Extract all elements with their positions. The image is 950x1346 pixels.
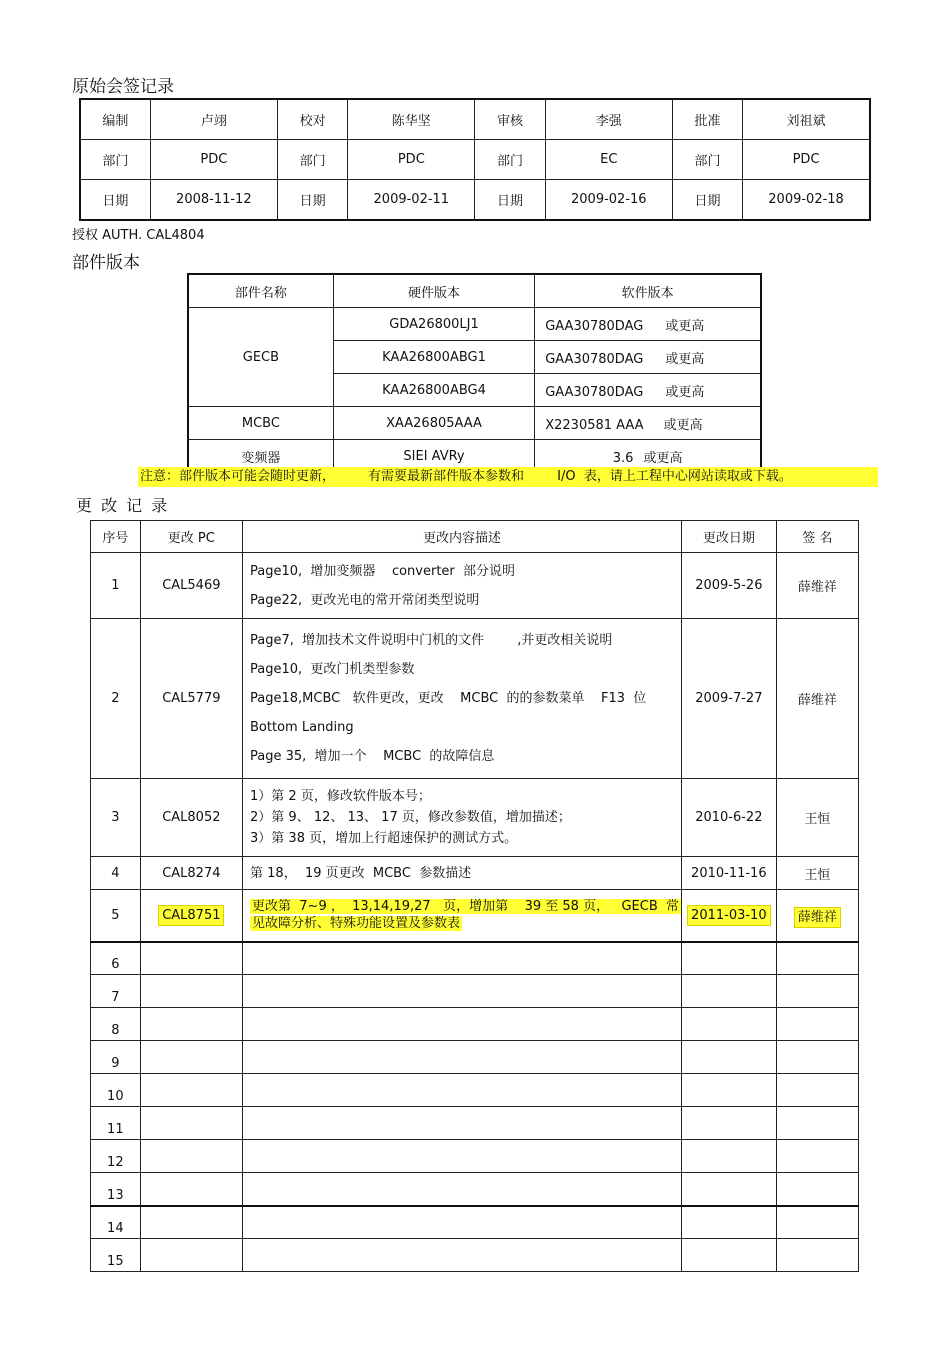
change-no: 13 bbox=[91, 1173, 141, 1206]
change-pc bbox=[140, 857, 242, 890]
change-date bbox=[682, 857, 777, 890]
signoff-label: 日期 bbox=[277, 180, 347, 221]
change-cell-empty bbox=[243, 975, 682, 1008]
change-cell-empty bbox=[776, 1140, 858, 1173]
change-cell-empty bbox=[243, 1074, 682, 1107]
change-no: 5 bbox=[91, 890, 141, 942]
signoff-label: 部门 bbox=[277, 140, 347, 180]
change-desc bbox=[243, 779, 682, 857]
change-no: 12 bbox=[91, 1140, 141, 1173]
change-pc-text: CAL8751 bbox=[158, 905, 224, 926]
change-no: 1 bbox=[91, 553, 141, 619]
change-desc-line: Page22, 更改光电的常开常闭类型说明 bbox=[250, 592, 480, 608]
change-sign bbox=[776, 553, 858, 619]
change-no: 4 bbox=[91, 857, 141, 890]
change-sign-text: 薛维祥 bbox=[794, 907, 841, 928]
change-cell-empty bbox=[243, 1173, 682, 1206]
change-pc-text: CAL5779 bbox=[162, 691, 221, 706]
change-cell-empty bbox=[776, 1173, 858, 1206]
change-desc bbox=[243, 619, 682, 779]
change-row-empty bbox=[91, 975, 859, 1008]
change-date-text: 2010-11-16 bbox=[691, 865, 767, 881]
change-sign-text: 薛维祥 bbox=[797, 580, 837, 595]
change-row-empty bbox=[91, 942, 859, 975]
change-no: 10 bbox=[91, 1074, 141, 1107]
signoff-label: 部门 bbox=[672, 140, 742, 180]
chg-header: 签 名 bbox=[776, 521, 858, 553]
ver-part-name: MCBC bbox=[188, 407, 333, 440]
change-cell-empty bbox=[140, 1173, 242, 1206]
change-sign bbox=[776, 619, 858, 779]
signoff-title: 原始会签记录 bbox=[72, 77, 174, 97]
change-pc-text: CAL8052 bbox=[162, 810, 221, 825]
change-date bbox=[682, 890, 777, 942]
change-row-empty bbox=[91, 1140, 859, 1173]
change-date-text: 2011-03-10 bbox=[687, 905, 771, 926]
signoff-label: 日期 bbox=[475, 180, 545, 221]
ver-hw: KAA26800ABG1 bbox=[333, 341, 534, 374]
change-row-empty bbox=[91, 1041, 859, 1074]
chg-header: 序号 bbox=[91, 521, 141, 553]
change-sign-text: 王恒 bbox=[804, 812, 831, 827]
change-row bbox=[91, 779, 859, 857]
change-desc bbox=[243, 890, 682, 942]
ver-hw: SIEI AVRy bbox=[333, 440, 534, 474]
chg-header: 更改内容描述 bbox=[243, 521, 682, 553]
change-cell-empty bbox=[140, 1206, 242, 1239]
change-no: 11 bbox=[91, 1107, 141, 1140]
change-desc-line: 2）第 9、 12、 13、 17 页，修改参数值，增加描述； bbox=[250, 810, 571, 825]
change-cell-empty bbox=[682, 1239, 777, 1272]
change-cell-empty bbox=[682, 1074, 777, 1107]
ver-hw: GDA26800LJ1 bbox=[333, 308, 534, 341]
change-desc-line: Page 35, 增加一个 MCBC 的故障信息 bbox=[250, 749, 495, 764]
change-desc-line: Bottom Landing bbox=[250, 720, 354, 735]
change-desc-line: 第 18， 19 页更改 MCBC 参数描述 bbox=[250, 865, 472, 881]
change-cell-empty bbox=[140, 1074, 242, 1107]
ver-part-name: 变频器 bbox=[188, 440, 333, 474]
change-desc-line: 3）第 38 页，增加上行超速保护的测试方式。 bbox=[250, 831, 518, 846]
signoff-value: PDC bbox=[348, 140, 475, 180]
change-desc-line: 1）第 2 页，修改软件版本号； bbox=[250, 789, 431, 804]
versions-title: 部件版本 bbox=[72, 253, 140, 273]
change-cell-empty bbox=[682, 1107, 777, 1140]
auth-line: 授权 AUTH. CAL4804 bbox=[72, 228, 205, 243]
change-desc-line: Page18,MCBC 软件更改，更改 MCBC 的的参数菜单 F13 位 bbox=[250, 691, 647, 706]
signoff-label: 批准 bbox=[672, 99, 742, 140]
change-row-empty bbox=[91, 1107, 859, 1140]
ver-sw: GAA30780DAG 或更高 bbox=[535, 308, 761, 341]
signoff-value: 2009-02-11 bbox=[348, 180, 475, 221]
signoff-value: 陈华坚 bbox=[348, 99, 475, 140]
change-cell-empty bbox=[682, 1140, 777, 1173]
change-row bbox=[91, 890, 859, 942]
ver-hw: XAA26805AAA bbox=[333, 407, 534, 440]
ver-sw: 3.6 或更高 bbox=[535, 440, 761, 474]
change-no: 3 bbox=[91, 779, 141, 857]
version-note: 注意：部件版本可能会随时更新， 有需要最新部件版本参数和 I/O 表，请上工程中心网站读取或下载。 bbox=[138, 467, 878, 487]
change-no: 6 bbox=[91, 942, 141, 975]
change-cell-empty bbox=[776, 1008, 858, 1041]
change-row-empty bbox=[91, 1206, 859, 1239]
signoff-label: 部门 bbox=[80, 140, 150, 180]
change-no: 9 bbox=[91, 1041, 141, 1074]
signoff-value: 2009-02-16 bbox=[545, 180, 672, 221]
change-cell-empty bbox=[682, 1173, 777, 1206]
change-cell-empty bbox=[776, 1206, 858, 1239]
change-cell-empty bbox=[140, 1140, 242, 1173]
change-date bbox=[682, 779, 777, 857]
change-pc bbox=[140, 619, 242, 779]
change-cell-empty bbox=[243, 1107, 682, 1140]
change-cell-empty bbox=[243, 1239, 682, 1272]
signoff-value: 李强 bbox=[545, 99, 672, 140]
change-cell-empty bbox=[140, 1239, 242, 1272]
change-sign bbox=[776, 857, 858, 890]
changes-title: 更 改 记 录 bbox=[76, 496, 170, 515]
signoff-value: PDC bbox=[743, 140, 870, 180]
ver-header: 部件名称 bbox=[188, 274, 333, 308]
change-cell-empty bbox=[776, 975, 858, 1008]
signoff-value: PDC bbox=[150, 140, 277, 180]
changes-table bbox=[90, 520, 859, 1272]
change-row-empty bbox=[91, 1008, 859, 1041]
change-sign bbox=[776, 890, 858, 942]
change-cell-empty bbox=[682, 975, 777, 1008]
change-desc bbox=[243, 857, 682, 890]
change-no: 15 bbox=[91, 1239, 141, 1272]
ver-sw: GAA30780DAG 或更高 bbox=[535, 374, 761, 407]
change-row-empty bbox=[91, 1239, 859, 1272]
change-sign-text: 薛维祥 bbox=[797, 693, 837, 708]
change-cell-empty bbox=[243, 1008, 682, 1041]
signoff-label: 部门 bbox=[475, 140, 545, 180]
change-cell-empty bbox=[243, 1206, 682, 1239]
change-cell-empty bbox=[140, 942, 242, 975]
change-pc-text: CAL8274 bbox=[162, 865, 221, 881]
signoff-label: 日期 bbox=[80, 180, 150, 221]
ver-sw: GAA30780DAG 或更高 bbox=[535, 341, 761, 374]
change-row bbox=[91, 553, 859, 619]
ver-header: 硬件版本 bbox=[333, 274, 534, 308]
change-row-empty bbox=[91, 1173, 859, 1206]
ver-hw: KAA26800ABG4 bbox=[333, 374, 534, 407]
ver-header: 软件版本 bbox=[535, 274, 761, 308]
change-cell-empty bbox=[682, 942, 777, 975]
change-cell-empty bbox=[140, 1008, 242, 1041]
change-desc-line: 更改第 7~9 ， 13,14,19,27 页，增加第 39 至 58 页， GECB 常 bbox=[252, 899, 680, 915]
change-sign-text: 王恒 bbox=[804, 867, 831, 883]
change-no: 14 bbox=[91, 1206, 141, 1239]
change-sign bbox=[776, 779, 858, 857]
change-cell-empty bbox=[243, 1041, 682, 1074]
change-row bbox=[91, 857, 859, 890]
change-pc bbox=[140, 890, 242, 942]
change-desc bbox=[243, 553, 682, 619]
signoff-label: 审核 bbox=[475, 99, 545, 140]
change-cell-empty bbox=[776, 942, 858, 975]
change-cell-empty bbox=[682, 1041, 777, 1074]
change-date bbox=[682, 553, 777, 619]
signoff-value: 2009-02-18 bbox=[743, 180, 870, 221]
change-date-text: 2009-7-27 bbox=[695, 691, 763, 706]
versions-table bbox=[187, 273, 762, 474]
change-cell-empty bbox=[140, 1107, 242, 1140]
change-date-text: 2009-5-26 bbox=[695, 578, 763, 593]
change-pc-text: CAL5469 bbox=[162, 578, 221, 593]
signoff-value: 2008-11-12 bbox=[150, 180, 277, 221]
change-desc-line: Page7, 增加技术文件说明中门机的文件 ,并更改相关说明 bbox=[250, 633, 613, 648]
change-cell-empty bbox=[776, 1074, 858, 1107]
change-row-empty bbox=[91, 1074, 859, 1107]
signoff-value: 卢翊 bbox=[150, 99, 277, 140]
signoff-table bbox=[79, 98, 871, 221]
change-desc-line: 见故障分析、特殊功能设置及参数表 bbox=[252, 916, 461, 932]
change-cell-empty bbox=[776, 1041, 858, 1074]
change-cell-empty bbox=[682, 1008, 777, 1041]
change-cell-empty bbox=[776, 1107, 858, 1140]
change-no: 2 bbox=[91, 619, 141, 779]
change-cell-empty bbox=[140, 1041, 242, 1074]
signoff-label: 日期 bbox=[672, 180, 742, 221]
signoff-label: 编制 bbox=[80, 99, 150, 140]
ver-part-name: GECB bbox=[188, 308, 333, 407]
change-cell-empty bbox=[243, 1140, 682, 1173]
change-pc bbox=[140, 779, 242, 857]
change-desc-line: Page10, 增加变频器 converter 部分说明 bbox=[250, 563, 516, 579]
signoff-value: EC bbox=[545, 140, 672, 180]
change-row bbox=[91, 619, 859, 779]
signoff-label: 校对 bbox=[277, 99, 347, 140]
change-cell-empty bbox=[243, 942, 682, 975]
change-no: 7 bbox=[91, 975, 141, 1008]
change-cell-empty bbox=[140, 975, 242, 1008]
chg-header: 更改日期 bbox=[682, 521, 777, 553]
signoff-value: 刘祖斌 bbox=[743, 99, 870, 140]
change-date bbox=[682, 619, 777, 779]
change-no: 8 bbox=[91, 1008, 141, 1041]
change-desc-line: Page10, 更改门机类型参数 bbox=[250, 662, 415, 677]
change-cell-empty bbox=[776, 1239, 858, 1272]
ver-sw: X2230581 AAA 或更高 bbox=[535, 407, 761, 440]
chg-header: 更改 PC bbox=[140, 521, 242, 553]
change-date-text: 2010-6-22 bbox=[695, 810, 763, 825]
change-cell-empty bbox=[682, 1206, 777, 1239]
change-pc bbox=[140, 553, 242, 619]
